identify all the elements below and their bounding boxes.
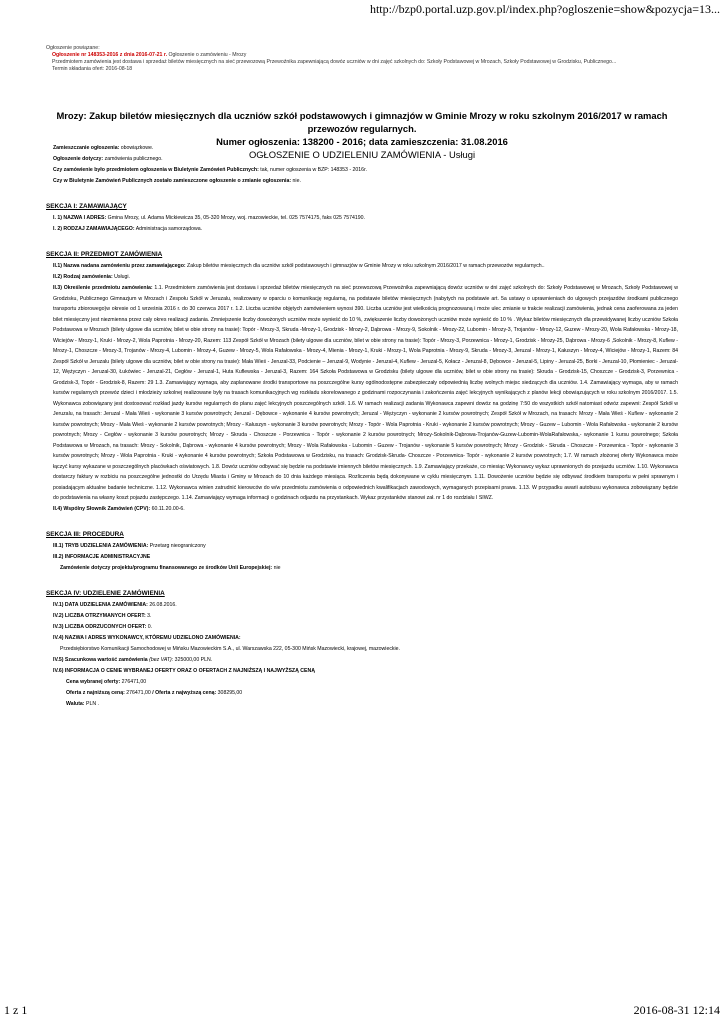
related-link-suffix: Ogłoszenie o zamówieniu - Mrozy [167,52,247,58]
related-notice [46,45,696,73]
contractor-address: Przedsiębiorstwo Komunikacji Samochodowej w Mińsku Mazowieckim S.A., ul. Warszawska 222, 05-300 Mińsk Mazowiecki, krajowej, mazowieckie. [60,645,400,652]
intro-line: Czy w Biuletynie Zamówień Publicznych zostało zamieszczone ogłoszenie o zmianie ogłoszenia: nie. [53,178,301,184]
section-line: IV.3) LICZBA ODRZUCONYCH OFERT: 0. [53,623,153,630]
section-line: I. 1) NAZWA I ADRES: Gmina Mrozy, ul. Adama Mickiewicza 35, 05-320 Mrozy, woj. mazowieckie, tel. 025 7574175, faks 025 7574190. [53,215,365,221]
related-link[interactable]: Ogłoszenie nr 148353-2016 z dnia 2016-07-21 r. [52,52,168,58]
section-line: IV.6) INFORMACJA O CENIE WYBRANEJ OFERTY ORAZ O OFERTACH Z NAJNIŻSZĄ I NAJWYŻSZĄ CENĄ [53,667,315,674]
print-url: http://bzp0.portal.uzp.gov.pl/index.php?ogloszenie=show&pozycja=13... [369,2,720,16]
related-deadline: Termin składania ofert: 2016-08-18 [52,66,133,72]
price-line: Waluta: PLN . [66,700,99,707]
intro-line: Czy zamówienie było przedmiotem ogłoszenia w Biuletynie Zamówień Publicznych: tak, numer ogłoszenia w BZP: 148353 - 2016r. [53,167,367,173]
notice-type: OGŁOSZENIE O UDZIELENIU ZAMÓWIENIA - Usługi [248,149,476,160]
section-line: IV.5) Szacunkowa wartość zamówienia (bez VAT): 325000,00 PLN. [53,656,213,663]
section-line: II.4) Wspólny Słownik Zamówień (CPV): 60.11.20.00-6. [53,505,185,512]
notice-number: Numer ogłoszenia: 138200 - 2016; data zamieszczenia: 31.08.2016 [216,136,508,147]
section-line: III.1) TRYB UDZIELENIA ZAMÓWIENIA: Przetarg nieograniczony [53,542,206,549]
subject-description: II.3) Określenie przedmiotu zamówienia: 1.1. Przedmiotem zamówienia jest dostawa i sprzedaż biletów miesięcznych na sieć przewozową Przewoźnika zapewniającą dowóz uczniów w dni zajęć szkolnych do: Szkoły Podstawowej w Mrozach, Szkoły Podstawowej w Grodzisku, Publicznego Gimnazjum w Mrozach i Zespołu Szkół w Jeruzalu, realizowany w oparciu o komunikację regularną, na podstawie biletów miesięcznych (nabytych na podstawie art. 5a ustawy o uprawnieniach do ulgowych przejazdów środkami publicznego transportu zbiorowego)w okresie od 1 września 2016 r. do 30 czerwca 2017 r. 1.2. Liczba uczniów objętych zamówieniem wynosi 390. Liczba uczniów jest wielkością prognozowaną i może ulec zmianie w trakcie realizacji zamówienia, jednak cena zaoferowana za jeden bilet miesięczny jest niezmienna przez cały okres realizacji zadania. Zmniejszenie liczby dowożonych uczniów może wynieść do 10 %, zwiększenie liczby dowożonych uczniów może wynieść do 10 % . Wykaz biletów miesięcznych dla przewidywanej liczby uczniów Szkoła Podstawowa w Mrozach (bilety ulgowe dla uczniów, bilet w obie strony na trasie): Topór - Mrozy-3, Skruda -Mrozy-1, Grodzisk - Mrozy-2, Dąbrowa - Mrozy-9, Sokolnik - Mrozy-22, Lubomin - Mrozy-3, Trojanów - Mrozy-12, Guzew - Mrozy-20, Wola Rafałowska - Mrozy-18, Wiciejów - Mrozy-1, Kruki - Mrozy-2, Wola Paprotnia - Mrozy-20, Razem: 113 Zespół Szkół w Mrozach (bilety ulgowe dla uczniów, bilet w obie strony na trasie): Topór - Mrozy-3, Porzewnica - Mrozy-1, Grodzisk - Mrozy-25, Dąbrowa - Mrozy-6 ,Sokolnik - Mrozy-8, Kuflew - Mrozy-1, Choszcze - Mrozy-3, Trojanów - Mrozy-4, Lubomin - Mrozy-4, Guzew - Mrozy-5, Wola Rafałowska - Mrozy-4, Mienia - Mrozy-1, Kruki - Mrozy-1, Wola Paprotnia - Mrozy-9, Skruda - Mrozy-3, Jeruzal - Mrozy-1, Kałuszyn - Mrozy-4, Wiciejów - Mrozy-1, Razem: 84 Zespół Szkół w Jeruzalu (bilety ulgowe dla uczniów, bilet w obie strony na trasie): Mała Wieś - Jeruzal-33, Podcienie – Jeruzal-9, Wodynie - Jeruzal-4, Kuflew - Jeruzal-5, Kołacz - Jeruzal-8, Dębowce - Jeruzal-5, Lipiny - Jeruzal-25, Borki - Jeruzal-10, Płomieniec - Jeruzal-12, Wężyczyn - Jeruzal-30, Łukówiec - Jeruzal-21, Cegłów - Jeruzal-1, Huta Kuflewska - Jeruzal-3, Razem: 164 Szkoła Podstawowa w Grodzisku (bilety ulgowe dla uczniów, bilet w obie strony na trasie): Skruda - Grodzisk-15, Choszcze - Grodzisk-3, Porzewnica - Grodzisk-3, Topór - Grodzisk-8, Razem: 29 1.3. Zamawiający wymaga, aby zaplanowane środki transportowe na poszczególne kursy ogólnodostępne zabezpieczały odpowiednią liczbę wolnych miejsc siedzących dla uczniów. 1.4. Zamawiający wymaga, aby w ramach kursów regularnych przewóz dzieci i młodzieży szkolnej realizowane były na trasach komunikacyjnych wg rozkładu skorelowanego z godzinami rozpoczynania i zakończenia zajęć lekcyjnych wynikających z planów lekcji obowiązujących w roku szkolnym 2016/2017. 1.5. Wykonawca zobowiązany jest dostosować rozkład jazdy kursów regularnych do planu zajęć lekcyjnych poszczególnych szkół. 1.6. W ramach realizacji zadania Wykonawca zapewni dowóz na godzinę 7:50 do wszystkich szkół natomiast odwóz zapewni: Zespół Szkół w Jeruzalu, na trasach: Jeruzal - Mała Wieś - wykonanie 3 kursów powrotnych; Jeruzal - Dębowce - wykonanie 4 kursów powrotnych; Jeruzal - Wężyczyn - wykonanie 2 kursów powrotnych; Zespół Szkół w Mrozach, na trasach: Mrozy - Mała Wieś - Kuflew - wykonanie 2 kursów powrotnych; Mrozy - Mała Wieś - wykonanie 2 kursów powrotnych; Mrozy - Kałuszyn - wykonanie 3 kursów powrotnych; Mrozy - Topór - Wola Paprotnia - Kruki - wykonanie 2 kursów powrotnych; Mrozy - Guzew – Lubomin - Wola Rafałowska - wykonanie 2 kursów powrotnych; Mrozy - Cegłów - wykonanie 3 kursów powrotnych; Mrozy - Skruda - Choszcze - Porzewnica - Topór - wykonanie 2 kursów powrotnych; Mrozy-Sokolnik-Dąbrowa-Trojanów-Guzew-Lubomin-WolaRafałowska,- wykonanie 1 kursu powrotnego; Szkoła Podstawowa w Mrozach, na trasach: Mrozy - Sokolnik, Dąbrowa - wykonanie 4 kursów powrotnych; Mrozy - Wola Rafałowska - Lubomin - Guzew - Trojanów - wykonanie 5 kursów powrotnych; Mrozy - Grodzisk - Skruda - Choszcze - Porzewnica - Topór - wykonanie 3 kursów powrotnych; Mrozy - Wola Paprotnia - Kruki - wykonanie 4 kursów powrotnych; Szkoła Podstawowa w Grodzisku, na trasach: Grodzisk-Skruda- Choszcze - Porzewnica- Topór - wykonanie 2 kursów powrotnych; 1.7. W ramach złożonej oferty Wykonawca może łączyć kursy wykazane w poszczególnych placówkach oświatowych. 1.8. Dowóz uczniów odbywać się będzie na podstawie imiennych biletów miesięcznych. 1.9. Zamawiający przekaże, co miesiąc Wykonawcy wykaz uprawnionych do przejazdu uczniów. 1.10. Wykonawca dostarczy faktury w rozbiciu na poszczególne jednostki do Urzędu Miasta i Gminy w Mrozach do 10 dnia każdego miesiąca. Rozliczenia będą dokonywane w cyklu miesięcznym. 1.11. Dowożenie uczniów będzie się odbywać środkiem transportu w pełni sprawnym i posiadającym aktualne badanie techniczne. 1.12. Wykonawca winien zatrudnić kierowców do w/w przedmiotu zamówienia o odpowiednich kwalifikacjach zawodowych, wymaganych przepisami prawa. 1.13. W przypadku awarii autobusu wykonawca zobowiązany będzie do podstawienia na własny koszt pojazdu zastępczego. 1.14. Zamawiający wymaga informacji o godzinach odjazdu na przystankach. Wykaz przystanków stanowi zał. nr 1 do rozdziału I SIWZ. [53,285,678,501]
section-line: IV.2) LICZBA OTRZYMANYCH OFERT: 3. [53,612,152,619]
price-line: Cena wybranej oferty: 276471,00 [66,678,147,685]
print-page-number: 1 z 1 [4,1003,28,1017]
price-line: Oferta z najniższą ceną: 276471,00 / Oferta z najwyższą ceną: 308295,00 [66,689,243,696]
section-line: I. 2) RODZAJ ZAMAWIAJĄCEGO: Administracja samorządowa. [53,226,203,232]
section-line: IV.1) DATA UDZIELENIA ZAMÓWIENIA: 26.08.2016. [53,601,177,608]
related-heading: Ogłoszenie powiązane: [46,45,100,51]
section-line: Zamówienie dotyczy projektu/programu finansowanego ze środków Unii Europejskiej: nie [60,564,281,571]
section-title: SEKCJA IV: UDZIELENIE ZAMÓWIENIA [46,589,165,597]
section-title: SEKCJA II: PRZEDMIOT ZAMÓWIENIA [46,251,163,258]
section-line: II.2) Rodzaj zamówienia: Usługi. [53,274,130,280]
section-line: IV.4) NAZWA I ADRES WYKONAWCY, KTÓREMU UDZIELONO ZAMÓWIENIA: [53,634,241,641]
print-datetime: 2016-08-31 12:14 [633,1003,720,1017]
intro-line: Zamieszczanie ogłoszenia: obowiązkowe. [53,145,154,151]
notice-content [46,143,678,710]
section-title: SEKCJA I: ZAMAWIAJĄCY [46,203,127,210]
section-line: III.2) INFORMACJE ADMINISTRACYJNE [53,553,151,560]
related-link-line [46,52,696,59]
notice-title: Mrozy: Zakup biletów miesięcznych dla uczniów szkół podstawowych i gimnazjów w Gminie Mrozy w roku szkolnym 2016/2017 w ramach przewozów regularnych. [56,110,668,134]
section-line: II.1) Nazwa nadana zamówieniu przez zamawiającego: Zakup biletów miesięcznych dla uczniów szkół podstawowych i gimnazjów w Gminie Mrozy w roku szkolnym 2016/2017 w ramach przewozów regularnych.. [53,263,545,269]
intro-line: Ogłoszenie dotyczy: zamówienia publicznego. [53,156,163,162]
section-title: SEKCJA III: PROCEDURA [46,530,124,538]
related-description: Przedmiotem zamówienia jest dostawa i sprzedaż biletów miesięcznych na sieć przewozową Przewoźnika zapewniającą dowóz uczniów w dni zajęć szkolnych do: Szkoły Podstawowej w Mrozach, Szkoły Podstawowej w Grodzisku, Publicznego... [52,59,617,65]
